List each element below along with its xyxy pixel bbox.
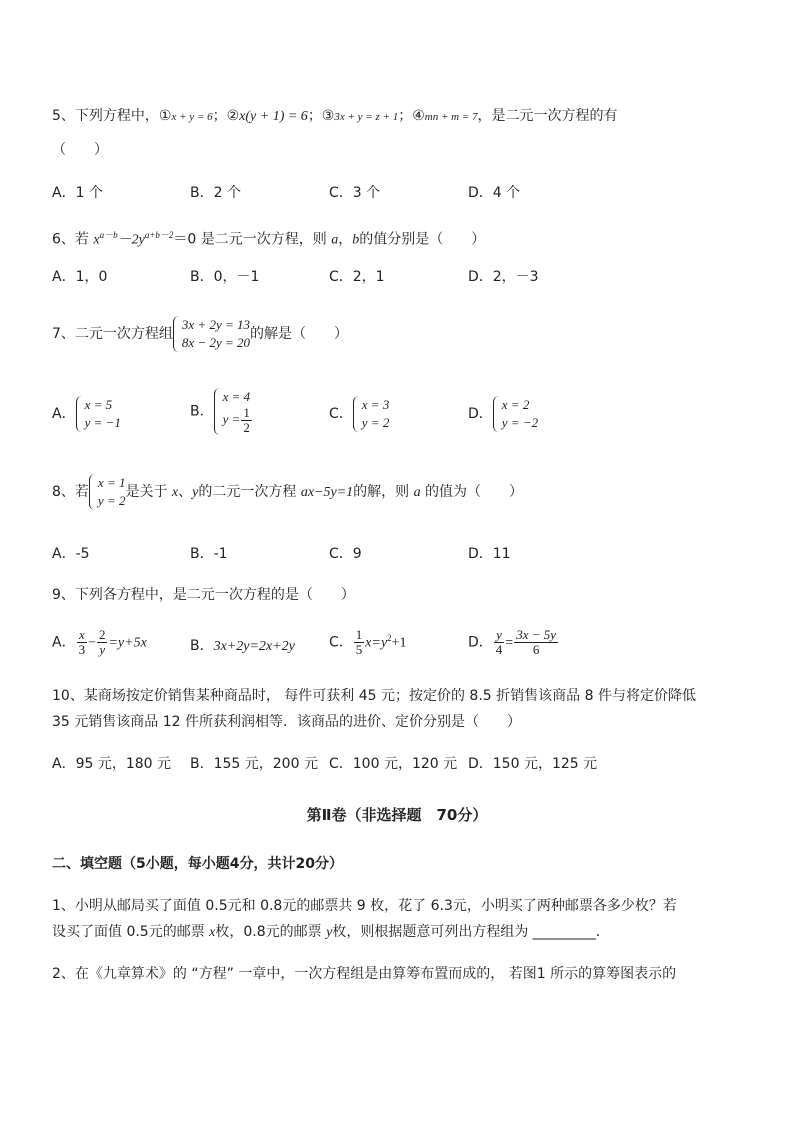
- q8-option-b: B．-1: [190, 546, 228, 562]
- q7-option-d: D． x = 2 y = −2: [468, 397, 539, 430]
- q6-option-c: C．2，1: [329, 269, 385, 285]
- q5-eq2: x(y + 1) = 6: [239, 109, 308, 124]
- q7-option-b: B． x = 4 y = $\frac{1}{2}$: [190, 389, 251, 435]
- q5-option-d: D．4 个: [468, 185, 521, 201]
- q5-option-a: A．1 个: [52, 185, 103, 201]
- section2-heading: 二、填空题（5小题，每小题4分，共计20分）: [52, 856, 343, 872]
- q5-eq3: 3x + y = z + 1: [334, 111, 399, 123]
- q9-stem: 9、下列各方程中，是二元一次方程的是（ ）: [52, 587, 355, 603]
- q10-line1: 10、某商场按定价销售某种商品时， 每件可获利 45 元；按定价的 8.5 折销售该商品 8 件与将定价降低: [52, 688, 696, 704]
- q7-option-a: A． x = 5 y = −1: [52, 397, 121, 430]
- q8-option-c: C．9: [329, 546, 362, 562]
- q9-option-d: D． $\frac{y}{4}$ = $\frac{3x - 5y}{6}$: [468, 627, 556, 657]
- q6-base1: x: [93, 232, 100, 248]
- f1-line1: 1、小明从邮局买了面值 0.5元和 0.8元的邮票共 9 枚，花了 6.3元，小明买了两种邮票各多少枚？若: [52, 898, 677, 914]
- q5-paren: （ ）: [52, 142, 108, 158]
- q5-option-b: B．2 个: [190, 185, 241, 201]
- q10-option-d: D．150 元，125 元: [468, 756, 598, 772]
- part2-title: 第Ⅱ卷（非选择题 70分）: [306, 806, 488, 824]
- q7-stem: 7、二元一次方程组 3x + 2y = 13 8x − 2y = 20 的解是（ ）: [52, 317, 349, 350]
- q8-system: x = 1 y = 2: [89, 474, 126, 510]
- q10-option-c: C．100 元，120 元: [329, 756, 458, 772]
- f1-line2: 设买了面值 0.5元的邮票 x枚，0.8元的邮票 y枚，则根据题意可列出方程组为 _________．: [52, 924, 610, 940]
- q9-option-c: C． $\frac{1}{5}$ $x=y^2+1$: [329, 627, 407, 658]
- q8-option-d: D．11: [468, 546, 511, 562]
- q9-option-b: B．3x+2y=2x+2y: [190, 638, 295, 654]
- q6-stem: 6、若 $x^{a-b}-2y^{a+b-2}=0$ 是二元一次方程，则 a，b的值分别是（ ）: [52, 230, 486, 248]
- q6-option-d: D．2，－3: [468, 269, 539, 285]
- q7-option-c: C． x = 3 y = 2: [329, 397, 390, 430]
- q8-option-a: A．-5: [52, 546, 90, 562]
- q5-stem: 5、下列方程中，①x + y = 6；②x(y + 1) = 6；③3x + y = z + 1；④mn + m = 7，是二元一次方程的有: [52, 108, 618, 124]
- q10-line2: 35 元销售该商品 12 件所获利润相等．该商品的进价、定价分别是（ ）: [52, 714, 521, 730]
- f2-line1: 2、在《九章算术》的 “方程” 一章中，一次方程组是由算筹布置而成的， 若图1 所示的算筹图表示的: [52, 966, 677, 982]
- q5-option-c: C．3 个: [329, 185, 381, 201]
- q6-option-a: A．1，0: [52, 269, 108, 285]
- q5-eq4: mn + m = 7: [424, 111, 478, 123]
- q10-option-a: A．95 元，180 元: [52, 756, 172, 772]
- q6-option-b: B．0，－1: [190, 269, 260, 285]
- q7-system: 3x + 2y = 13 8x − 2y = 20: [173, 316, 250, 352]
- q5-eq1: x + y = 6: [171, 111, 213, 123]
- q8-equation: ax−5y=1: [300, 485, 354, 500]
- q10-option-b: B．155 元，200 元: [190, 756, 318, 772]
- q9-option-a: A． $\frac{x}{3}$ − $\frac{2}{y}$ =y+5x: [52, 627, 147, 657]
- q8-stem: 8、若 x = 1 y = 2 是关于 x、y的二元一次方程 ax−5y=1的解，则 a 的值为（ ）: [52, 475, 524, 508]
